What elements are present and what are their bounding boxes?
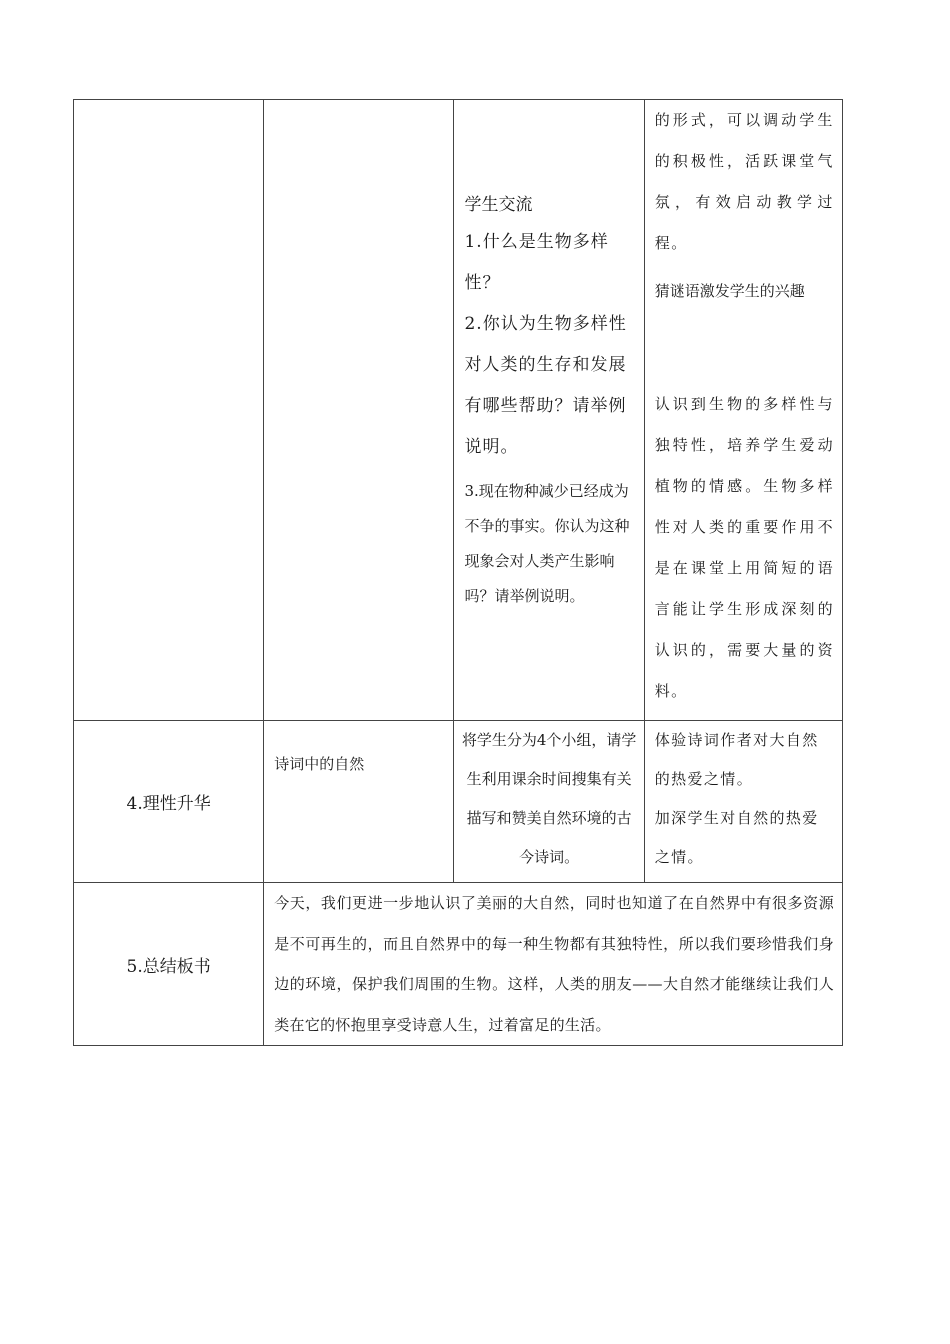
- summary-cell: [264, 883, 843, 1046]
- purpose-cell: [644, 100, 842, 721]
- purpose-text-1: 的形式，可以调动学生的积极性，活跃课堂气氛，有效启动教学过程。: [654, 111, 834, 252]
- purpose-text-2: 猜谜语激发学生的兴趣: [654, 282, 805, 300]
- purpose-cell: [644, 721, 842, 883]
- purpose-text-1: 体验诗词作者对大自然的热爱之情。: [654, 731, 819, 788]
- summary-text: 今天，我们更进一步地认识了美丽的大自然，同时也知道了在自然界中有很多资源是不可再生的，而且自然界中的每一种生物都有其独特性，所以我们要珍惜我们身边的环境，保护我们周围的生物。这样，人类的朋友——大自然才能继续让我们人类在它的怀抱里享受诗意人生，过着富足的生活。: [274, 894, 834, 1034]
- table-row-continuation: [74, 100, 843, 721]
- activity-cell: [454, 721, 644, 883]
- content-cell: [264, 721, 454, 883]
- question-2: 2.你认为生物多样性对人类的生存和发展有哪些帮助？请举例说明。: [464, 314, 627, 457]
- step-label: 4.理性升华: [74, 721, 264, 883]
- question-3: 3.现在物种减少已经成为不争的事实。你认为这种现象会对人类产生影响吗？请举例说明。: [464, 482, 630, 605]
- purpose-text-3: 认识到生物的多样性与独特性，培养学生爱动植物的情感。生物多样性对人类的重要作用不是在课堂上用简短的语言能让学生形成深刻的认识的，需要大量的资料。: [654, 395, 834, 700]
- step-cell-empty: [74, 100, 264, 721]
- content-cell-empty: [264, 100, 454, 721]
- purpose-text-2: 加深学生对自然的热爱之情。: [654, 809, 819, 866]
- table-row-summary: [74, 883, 843, 1046]
- activity-title: 学生交流: [464, 195, 533, 215]
- table-row-sublimation: [74, 721, 843, 883]
- question-1: 1.什么是生物多样性？: [464, 232, 609, 293]
- activity-cell: [454, 100, 644, 721]
- lesson-plan-table: [73, 99, 843, 1046]
- step-label: 5.总结板书: [74, 883, 264, 1046]
- activity-text: 将学生分为4个小组，请学生利用课余时间搜集有关描写和赞美自然环境的古今诗词。: [461, 731, 637, 866]
- content-topic: 诗词中的自然: [274, 755, 365, 773]
